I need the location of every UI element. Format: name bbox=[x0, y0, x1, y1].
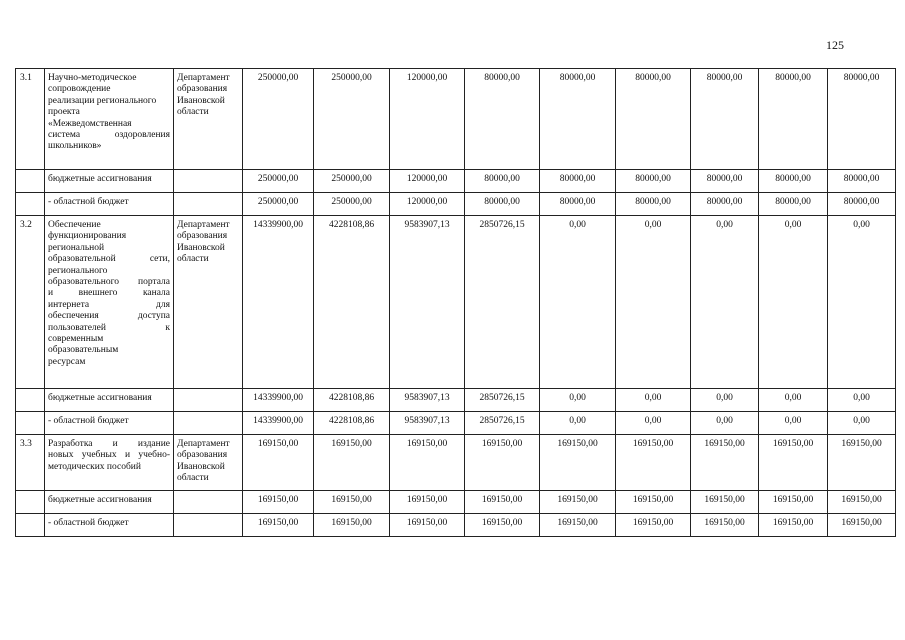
budget-row bbox=[16, 193, 896, 216]
amount-cell: 0,00 bbox=[828, 216, 896, 389]
amount-cell: 169150,00 bbox=[691, 514, 759, 537]
measure-name-line: Разработка и издание bbox=[48, 439, 170, 449]
amount-cell: 169150,00 bbox=[691, 435, 759, 491]
amount-cell: 0,00 bbox=[691, 216, 759, 389]
executor-line: области bbox=[177, 107, 209, 118]
amount-cell: 80000,00 bbox=[616, 170, 691, 193]
amount-cell: 169150,00 bbox=[759, 435, 828, 491]
row-index-cell: 3.3 bbox=[16, 435, 45, 491]
amount-cell: 80000,00 bbox=[616, 69, 691, 170]
executor-cell bbox=[174, 435, 243, 491]
measure-name-line: современным bbox=[48, 334, 104, 345]
amount-cell: 169150,00 bbox=[465, 435, 540, 491]
amount-cell: 0,00 bbox=[828, 412, 896, 435]
executor-line: образования bbox=[177, 450, 228, 461]
amount-cell: 169150,00 bbox=[314, 491, 390, 514]
amount-cell: 169150,00 bbox=[540, 435, 616, 491]
executor-line: Ивановской bbox=[177, 95, 225, 106]
empty-executor-cell bbox=[174, 389, 243, 412]
amount-cell: 0,00 bbox=[691, 389, 759, 412]
funding-source-cell: бюджетные ассигнования bbox=[45, 389, 174, 412]
budget-row bbox=[16, 412, 896, 435]
measure-name-line: реализации регионального bbox=[48, 95, 157, 106]
row-index-cell: 3.2 bbox=[16, 216, 45, 389]
amount-cell: 169150,00 bbox=[828, 514, 896, 537]
amount-cell: 169150,00 bbox=[616, 435, 691, 491]
empty-index-cell bbox=[16, 412, 45, 435]
empty-executor-cell bbox=[174, 193, 243, 216]
executor-cell bbox=[174, 216, 243, 389]
measure-name-line: региональной bbox=[48, 242, 105, 253]
measure-name-cell bbox=[45, 216, 174, 389]
measure-name-line: «Межведомственная bbox=[48, 118, 132, 129]
empty-executor-cell bbox=[174, 170, 243, 193]
amount-cell: 169150,00 bbox=[465, 491, 540, 514]
amount-cell: 80000,00 bbox=[540, 69, 616, 170]
budget-row bbox=[16, 491, 896, 514]
executor-line: образования bbox=[177, 84, 228, 95]
amount-cell: 169150,00 bbox=[691, 491, 759, 514]
amount-cell: 169150,00 bbox=[616, 491, 691, 514]
amount-cell: 0,00 bbox=[759, 389, 828, 412]
amount-cell: 80000,00 bbox=[616, 193, 691, 216]
amount-cell: 169150,00 bbox=[314, 435, 390, 491]
amount-cell: 80000,00 bbox=[465, 170, 540, 193]
executor-line: области bbox=[177, 473, 209, 484]
executor-line: образования bbox=[177, 231, 228, 242]
amount-cell: 0,00 bbox=[616, 412, 691, 435]
measure-name-line: школьников» bbox=[48, 141, 102, 152]
amount-cell: 120000,00 bbox=[390, 170, 465, 193]
budget-row bbox=[16, 514, 896, 537]
amount-cell: 0,00 bbox=[616, 389, 691, 412]
executor-line: Ивановской bbox=[177, 242, 225, 253]
amount-cell: 9583907,13 bbox=[390, 412, 465, 435]
amount-cell: 169150,00 bbox=[616, 514, 691, 537]
amount-cell: 120000,00 bbox=[390, 69, 465, 170]
amount-cell: 14339900,00 bbox=[243, 412, 314, 435]
amount-cell: 169150,00 bbox=[243, 491, 314, 514]
amount-cell: 2850726,15 bbox=[465, 412, 540, 435]
empty-executor-cell bbox=[174, 491, 243, 514]
amount-cell: 169150,00 bbox=[243, 514, 314, 537]
measure-name-line: функционирования bbox=[48, 231, 127, 242]
amount-cell: 9583907,13 bbox=[390, 216, 465, 389]
amount-cell: 0,00 bbox=[691, 412, 759, 435]
amount-cell: 80000,00 bbox=[759, 170, 828, 193]
empty-index-cell bbox=[16, 193, 45, 216]
amount-cell: 0,00 bbox=[540, 389, 616, 412]
program-row bbox=[16, 69, 896, 170]
amount-cell: 250000,00 bbox=[243, 193, 314, 216]
amount-cell: 80000,00 bbox=[691, 193, 759, 216]
funding-source-cell: - областной бюджет bbox=[45, 193, 174, 216]
measure-name-line: регионального bbox=[48, 265, 108, 276]
funding-source-cell: бюджетные ассигнования bbox=[45, 491, 174, 514]
measure-name-cell bbox=[45, 435, 174, 491]
amount-cell: 169150,00 bbox=[243, 435, 314, 491]
measure-name-line: ресурсам bbox=[48, 356, 86, 367]
amount-cell: 0,00 bbox=[540, 216, 616, 389]
executor-line: Департамент bbox=[177, 73, 230, 83]
amount-cell: 14339900,00 bbox=[243, 389, 314, 412]
amount-cell: 169150,00 bbox=[759, 491, 828, 514]
amount-cell: 14339900,00 bbox=[243, 216, 314, 389]
amount-cell: 2850726,15 bbox=[465, 389, 540, 412]
measure-name-line: методических пособий bbox=[48, 461, 141, 472]
amount-cell: 0,00 bbox=[759, 412, 828, 435]
empty-index-cell bbox=[16, 514, 45, 537]
budget-table-body bbox=[16, 69, 896, 537]
amount-cell: 0,00 bbox=[540, 412, 616, 435]
executor-line: Департамент bbox=[177, 439, 230, 449]
amount-cell: 4228108,86 bbox=[314, 216, 390, 389]
empty-index-cell bbox=[16, 170, 45, 193]
amount-cell: 250000,00 bbox=[243, 170, 314, 193]
measure-name-line: сопровождение bbox=[48, 84, 111, 95]
amount-cell: 169150,00 bbox=[465, 514, 540, 537]
measure-name-line: проекта bbox=[48, 107, 80, 118]
amount-cell: 169150,00 bbox=[540, 491, 616, 514]
amount-cell: 169150,00 bbox=[390, 491, 465, 514]
row-index-cell: 3.1 bbox=[16, 69, 45, 170]
amount-cell: 120000,00 bbox=[390, 193, 465, 216]
amount-cell: 169150,00 bbox=[314, 514, 390, 537]
budget-row bbox=[16, 389, 896, 412]
amount-cell: 169150,00 bbox=[390, 435, 465, 491]
measure-name-line: образовательным bbox=[48, 345, 119, 356]
amount-cell: 169150,00 bbox=[828, 491, 896, 514]
measure-name-cell bbox=[45, 69, 174, 170]
amount-cell: 80000,00 bbox=[540, 170, 616, 193]
amount-cell: 80000,00 bbox=[828, 69, 896, 170]
amount-cell: 80000,00 bbox=[828, 170, 896, 193]
empty-executor-cell bbox=[174, 514, 243, 537]
amount-cell: 2850726,15 bbox=[465, 216, 540, 389]
amount-cell: 250000,00 bbox=[314, 69, 390, 170]
funding-source-cell: - областной бюджет bbox=[45, 412, 174, 435]
executor-line: Департамент bbox=[177, 220, 230, 230]
measure-name-line: образовательного портала bbox=[48, 277, 170, 288]
program-row bbox=[16, 216, 896, 389]
measure-name-line: обеспечения доступа bbox=[48, 311, 170, 322]
measure-name-line: интернета для bbox=[48, 299, 170, 310]
page-number: 125 bbox=[826, 38, 844, 52]
budget-table bbox=[15, 68, 896, 537]
empty-executor-cell bbox=[174, 412, 243, 435]
amount-cell: 250000,00 bbox=[243, 69, 314, 170]
executor-cell bbox=[174, 69, 243, 170]
amount-cell: 250000,00 bbox=[314, 170, 390, 193]
amount-cell: 80000,00 bbox=[540, 193, 616, 216]
amount-cell: 80000,00 bbox=[691, 69, 759, 170]
executor-line: Ивановской bbox=[177, 461, 225, 472]
empty-index-cell bbox=[16, 389, 45, 412]
amount-cell: 169150,00 bbox=[390, 514, 465, 537]
amount-cell: 0,00 bbox=[828, 389, 896, 412]
funding-source-cell: - областной бюджет bbox=[45, 514, 174, 537]
amount-cell: 80000,00 bbox=[759, 69, 828, 170]
amount-cell: 4228108,86 bbox=[314, 412, 390, 435]
executor-line: области bbox=[177, 254, 209, 265]
measure-name-line: новых учебных и учебно- bbox=[48, 450, 170, 461]
measure-name-line: образовательной сети, bbox=[48, 254, 170, 265]
empty-index-cell bbox=[16, 491, 45, 514]
measure-name-line: система оздоровления bbox=[48, 130, 170, 141]
program-row bbox=[16, 435, 896, 491]
measure-name-line: и внешнего канала bbox=[48, 288, 170, 299]
amount-cell: 0,00 bbox=[759, 216, 828, 389]
amount-cell: 0,00 bbox=[616, 216, 691, 389]
amount-cell: 80000,00 bbox=[759, 193, 828, 216]
amount-cell: 169150,00 bbox=[540, 514, 616, 537]
amount-cell: 169150,00 bbox=[759, 514, 828, 537]
measure-name-line: Обеспечение bbox=[48, 220, 101, 230]
amount-cell: 4228108,86 bbox=[314, 389, 390, 412]
measure-name-line: пользователей к bbox=[48, 322, 170, 333]
funding-source-cell: бюджетные ассигнования bbox=[45, 170, 174, 193]
amount-cell: 9583907,13 bbox=[390, 389, 465, 412]
amount-cell: 80000,00 bbox=[465, 193, 540, 216]
measure-name-line: Научно-методическое bbox=[48, 73, 137, 83]
budget-row bbox=[16, 170, 896, 193]
amount-cell: 80000,00 bbox=[828, 193, 896, 216]
amount-cell: 250000,00 bbox=[314, 193, 390, 216]
amount-cell: 80000,00 bbox=[465, 69, 540, 170]
amount-cell: 80000,00 bbox=[691, 170, 759, 193]
amount-cell: 169150,00 bbox=[828, 435, 896, 491]
